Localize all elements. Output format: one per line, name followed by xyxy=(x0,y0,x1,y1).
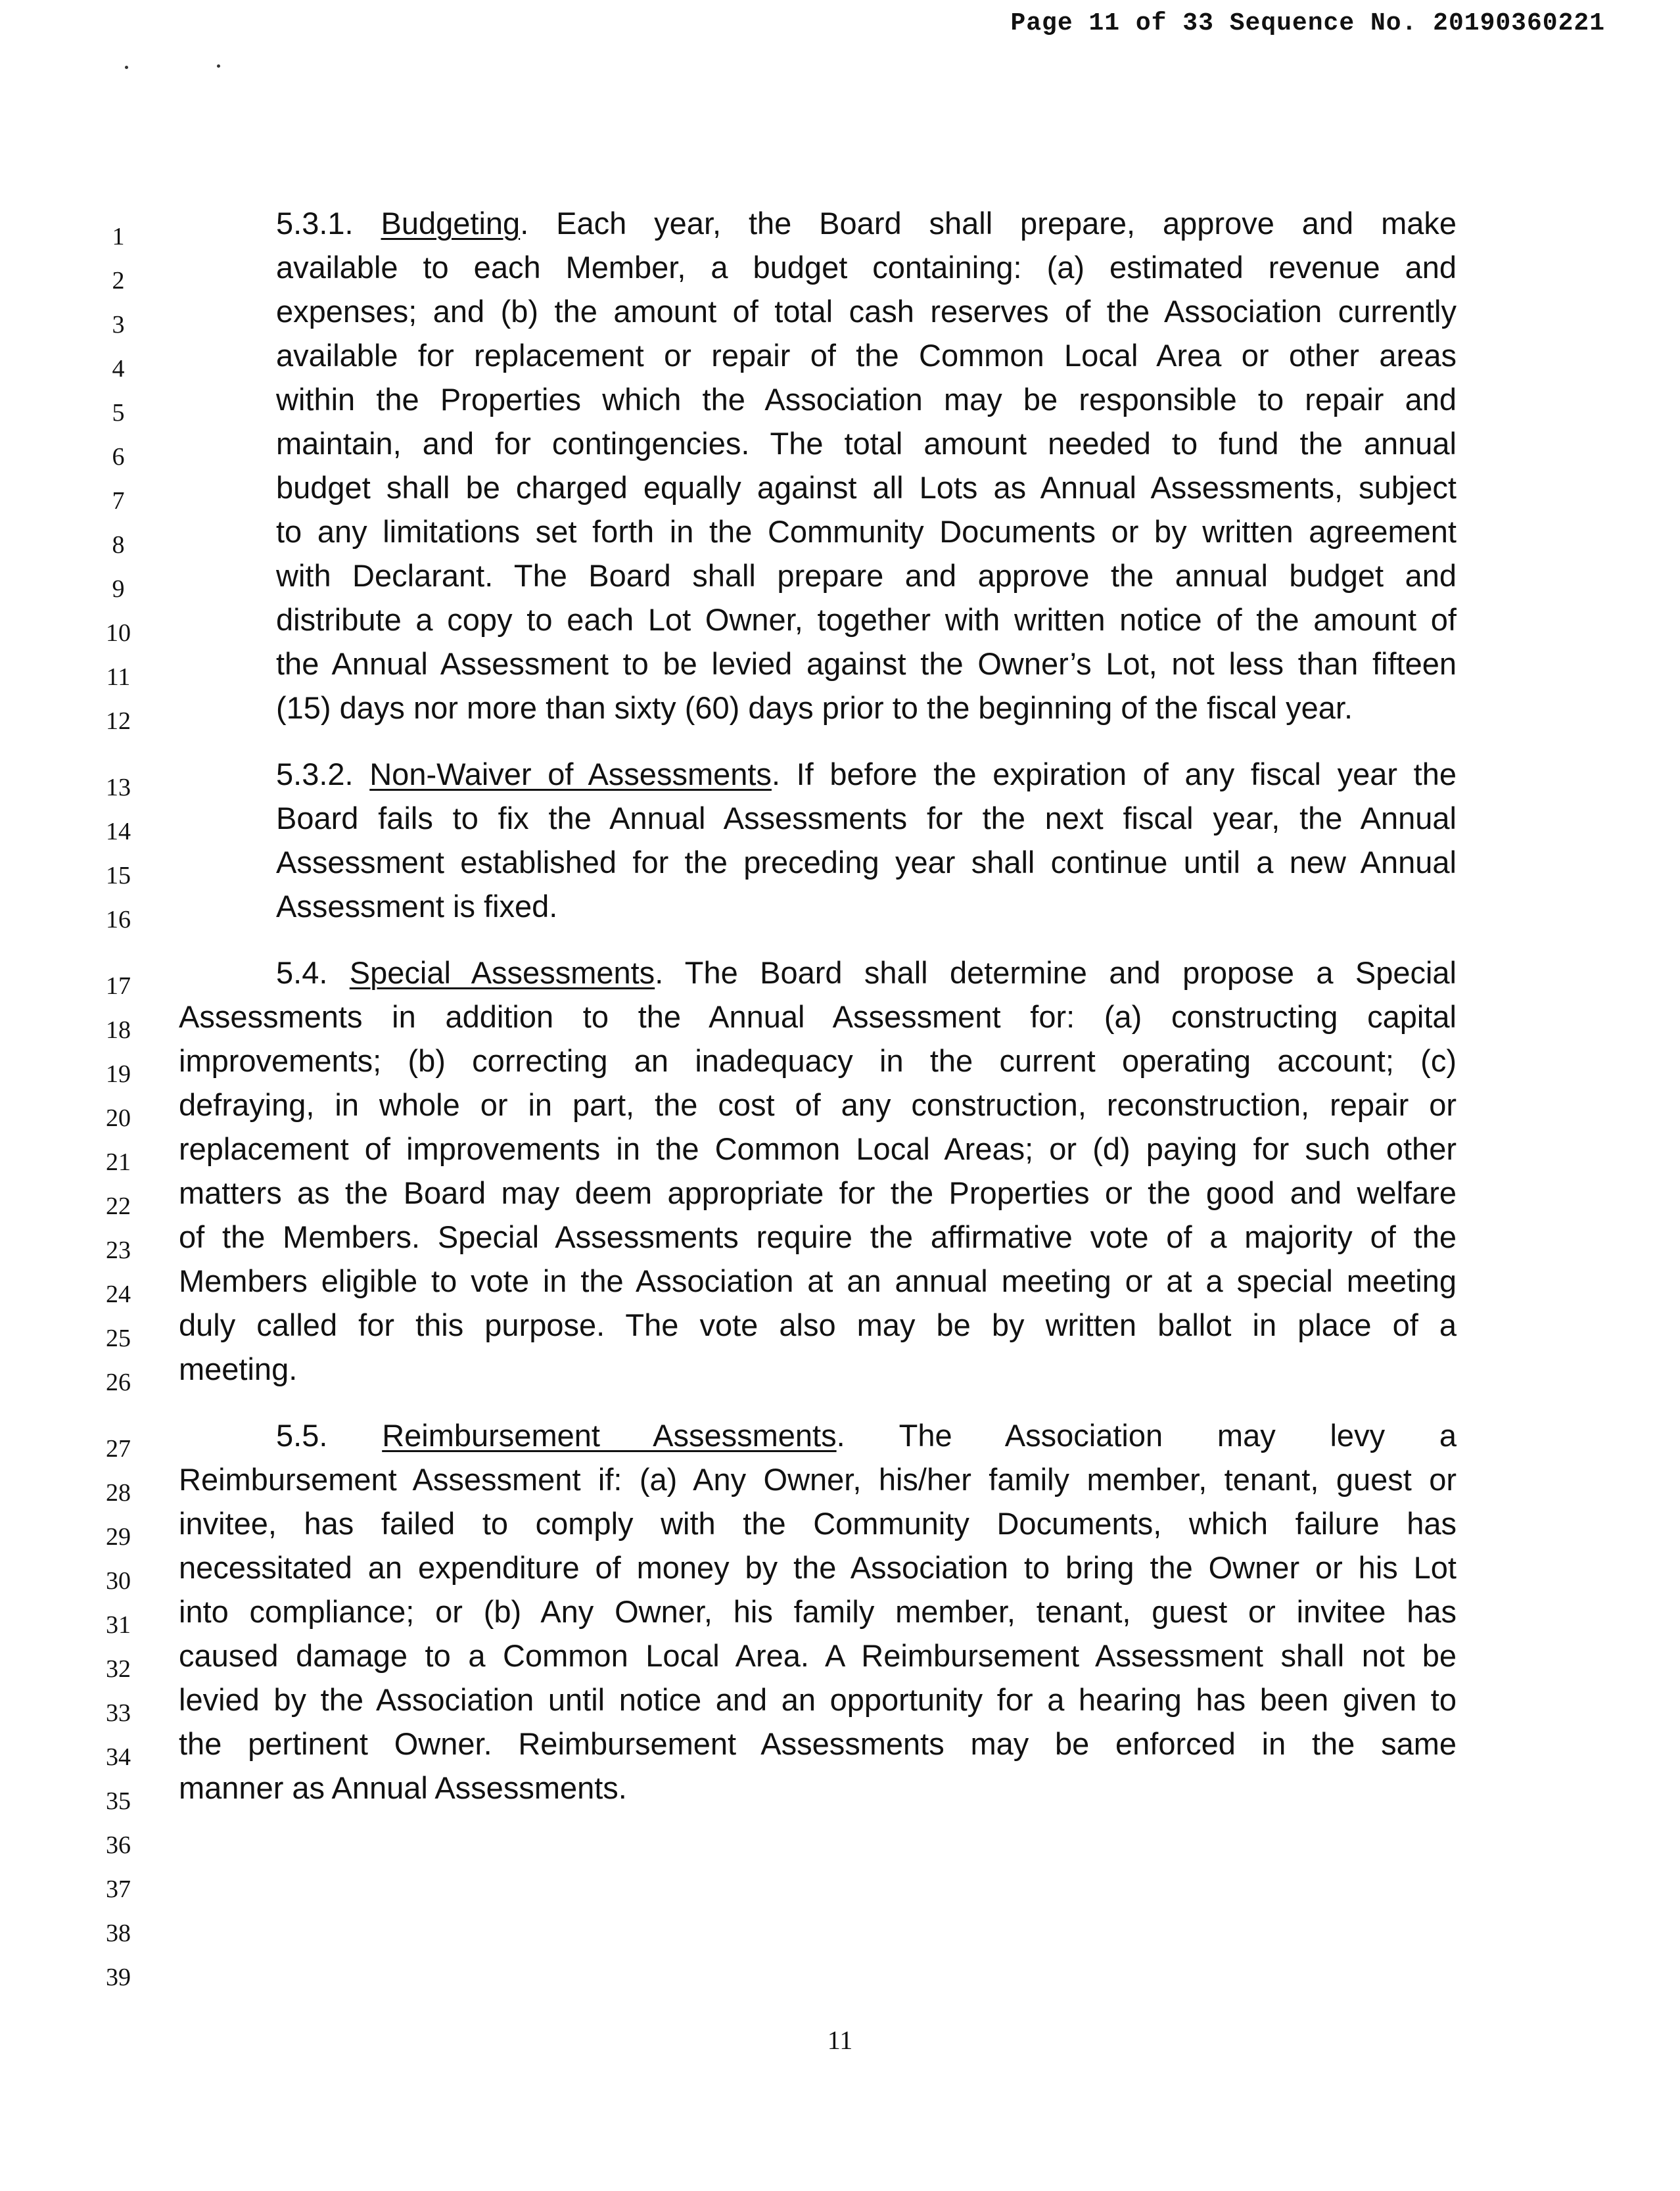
line-number: 14 xyxy=(106,818,131,845)
line-number: 9 xyxy=(112,575,125,603)
text-line: manner as Annual Assessments. xyxy=(179,1770,627,1805)
line-number: 21 xyxy=(106,1148,131,1176)
section-text: . Each year, the Board shall prepare, approve and make xyxy=(520,206,1457,241)
section-heading: Reimbursement Assessments xyxy=(382,1418,837,1453)
line-number: 25 xyxy=(106,1325,131,1352)
text-line: matters as the Board may deem appropriate for the Properties or the good and welfare xyxy=(179,1175,1457,1210)
text-line: replacement of improvements in the Common Local Areas; or (d) paying for such other xyxy=(179,1131,1457,1166)
line-number: 19 xyxy=(106,1060,131,1088)
text-line: improvements; (b) correcting an inadequacy in the current operating account; (c) xyxy=(179,1043,1457,1078)
text-line: distribute a copy to each Lot Owner, together with written notice of the amount of xyxy=(276,602,1457,637)
line-number: 1 xyxy=(112,223,125,250)
section-text: . The Board shall determine and propose a Special xyxy=(655,955,1457,990)
line-number: 7 xyxy=(112,487,125,515)
text-line: levied by the Association until notice and an opportunity for a hearing has been given to xyxy=(179,1682,1457,1717)
line-number: 18 xyxy=(106,1016,131,1044)
text-line: caused damage to a Common Local Area. A Reimbursement Assessment shall not be xyxy=(179,1638,1457,1673)
line-number: 35 xyxy=(106,1787,131,1815)
line-number: 23 xyxy=(106,1237,131,1264)
text-line: available for replacement or repair of the Common Local Area or other areas xyxy=(276,338,1457,373)
section-number: 5.4. xyxy=(276,955,328,990)
text-line: expenses; and (b) the amount of total cash reserves of the Association currently xyxy=(276,294,1457,329)
line-number: 2 xyxy=(112,267,125,294)
text-line: Board fails to fix the Annual Assessments for the next fiscal year, the Annual xyxy=(276,801,1457,836)
text-line: to any limitations set forth in the Community Documents or by written agreement xyxy=(276,514,1457,549)
line-number: 4 xyxy=(112,355,125,383)
line-number: 31 xyxy=(106,1611,131,1639)
line-number: 15 xyxy=(106,862,131,889)
line-number: 24 xyxy=(106,1281,131,1308)
line-number: 3 xyxy=(112,311,125,339)
line-number: 37 xyxy=(106,1875,131,1903)
line-number: 29 xyxy=(106,1523,131,1551)
line-number: 12 xyxy=(106,707,131,735)
line-number: 5 xyxy=(112,399,125,427)
text-line: the pertinent Owner. Reimbursement Assessments may be enforced in the same xyxy=(179,1726,1457,1761)
text-line: duly called for this purpose. The vote also may be by written ballot in place of a xyxy=(179,1308,1457,1342)
section-first-line xyxy=(276,756,1457,792)
page-header: Page 11 of 33 Sequence No. 20190360221 xyxy=(1010,9,1605,37)
section-first-line xyxy=(276,205,1457,241)
page-number: 11 xyxy=(827,2025,853,2055)
text-line: (15) days nor more than sixty (60) days prior to the beginning of the fiscal year. xyxy=(276,690,1353,725)
section-first-line xyxy=(276,1417,1457,1453)
text-line: Assessment is fixed. xyxy=(276,889,558,924)
section-number: 5.5. xyxy=(276,1418,328,1453)
text-line: Assessment established for the preceding year shall continue until a new Annual xyxy=(276,845,1457,880)
line-number: 10 xyxy=(106,619,131,647)
section-first-line xyxy=(276,954,1457,991)
line-number: 34 xyxy=(106,1743,131,1771)
text-line: of the Members. Special Assessments require the affirmative vote of a majority of the xyxy=(179,1219,1457,1254)
section-heading: Special Assessments xyxy=(349,955,655,990)
text-line: available to each Member, a budget containing: (a) estimated revenue and xyxy=(276,250,1457,285)
line-number: 33 xyxy=(106,1699,131,1727)
line-number: 20 xyxy=(106,1104,131,1132)
line-number: 26 xyxy=(106,1369,131,1396)
line-number: 11 xyxy=(106,663,131,691)
text-line: Assessments in addition to the Annual Assessment for: (a) constructing capital xyxy=(179,999,1457,1034)
line-number: 39 xyxy=(106,1964,131,1991)
line-number: 16 xyxy=(106,906,131,933)
line-number: 27 xyxy=(106,1435,131,1463)
text-line: maintain, and for contingencies. The total amount needed to fund the annual xyxy=(276,426,1457,461)
line-number: 17 xyxy=(106,972,131,1000)
section-heading: Non-Waiver of Assessments xyxy=(369,757,772,791)
text-line: necessitated an expenditure of money by the Association to bring the Owner or his Lot xyxy=(179,1550,1457,1585)
line-number: 22 xyxy=(106,1192,131,1220)
text-line: defraying, in whole or in part, the cost of any construction, reconstruction, repair or xyxy=(179,1087,1457,1122)
text-line: within the Properties which the Association may be responsible to repair and xyxy=(276,382,1457,417)
text-line: meeting. xyxy=(179,1352,298,1386)
section-text: . The Association may levy a xyxy=(836,1418,1457,1453)
line-number: 30 xyxy=(106,1567,131,1595)
section-heading: Budgeting xyxy=(381,206,521,241)
scan-speck xyxy=(217,64,220,68)
line-number: 38 xyxy=(106,1920,131,1947)
line-number: 32 xyxy=(106,1655,131,1683)
text-line: budget shall be charged equally against all Lots as Annual Assessments, subject xyxy=(276,470,1457,505)
text-line: the Annual Assessment to be levied against the Owner’s Lot, not less than fifteen xyxy=(276,646,1457,681)
section-number: 5.3.1. xyxy=(276,206,354,241)
line-number: 36 xyxy=(106,1831,131,1859)
text-line: with Declarant. The Board shall prepare and approve the annual budget and xyxy=(276,558,1457,593)
line-number: 8 xyxy=(112,531,125,559)
line-number: 28 xyxy=(106,1479,131,1507)
text-line: into compliance; or (b) Any Owner, his family member, tenant, guest or invitee has xyxy=(179,1594,1457,1629)
section-text: . If before the expiration of any fiscal year the xyxy=(771,757,1457,791)
line-number: 6 xyxy=(112,443,125,471)
section-number: 5.3.2. xyxy=(276,757,354,791)
text-line: Reimbursement Assessment if: (a) Any Owner, his/her family member, tenant, guest or xyxy=(179,1462,1457,1497)
line-number: 13 xyxy=(106,774,131,801)
scan-speck xyxy=(125,66,128,69)
text-line: Members eligible to vote in the Association at an annual meeting or at a special meeting xyxy=(179,1263,1457,1298)
text-line: invitee, has failed to comply with the Community Documents, which failure has xyxy=(179,1506,1457,1541)
